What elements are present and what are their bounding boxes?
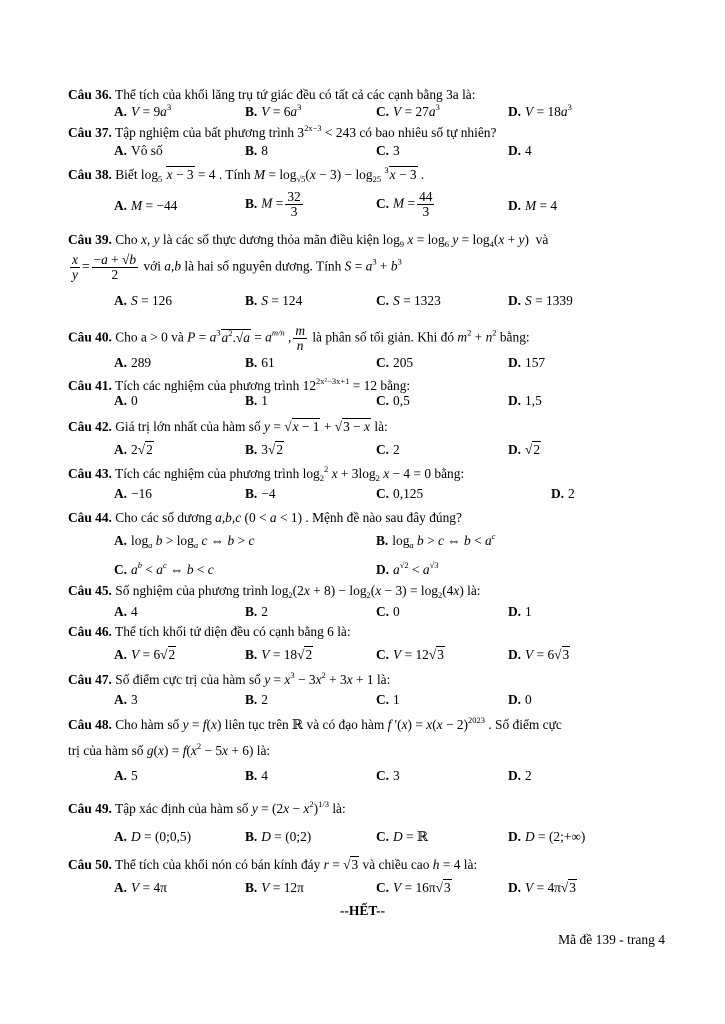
option-b[interactable]: B. 4 [245, 768, 268, 783]
option-c[interactable]: C. 3 [376, 143, 400, 158]
question-43-options [114, 486, 665, 506]
option-a[interactable]: A. 2√2 [114, 442, 153, 457]
question-44-options-row2 [114, 562, 665, 582]
option-b[interactable]: B. V = 12π [245, 880, 304, 895]
option-c[interactable]: C. 0,5 [376, 393, 410, 408]
option-b[interactable]: B. V = 18√2 [245, 647, 313, 662]
option-d[interactable]: D. 1 [508, 604, 532, 619]
question-44: Câu 44. Cho các số dương a,b,c (0 < a < 1) . Mệnh đề nào sau đây đúng? [68, 510, 462, 525]
question-50-options [114, 880, 665, 900]
page-footer: Mã đề 139 - trang 4 [558, 932, 665, 947]
option-a[interactable]: A. 5 [114, 768, 138, 783]
option-b[interactable]: B. 2 [245, 692, 268, 707]
option-d[interactable]: D. M = 4 [508, 198, 558, 213]
question-38-options [114, 190, 665, 226]
option-c[interactable]: C. 1 [376, 692, 400, 707]
question-40-options [114, 355, 665, 375]
option-d[interactable]: D. 2 [508, 768, 532, 783]
question-49: Câu 49. Tập xác định của hàm số $y = (2x - x^2)^{1/3}$ là: [68, 799, 346, 816]
option-d[interactable]: D. D = (2;+∞) [508, 829, 586, 844]
question-36: Câu 36. Thể tích của khối lăng trụ tứ giác đều có tất cả các cạnh bằng 3a là: [68, 87, 476, 102]
question-47: Câu 47. Số điểm cực trị của hàm số $y = x^3 - 3x^2 + 3x + 1$ là: [68, 670, 391, 687]
question-46-options [114, 647, 665, 667]
option-c[interactable]: C. V = 16π√3 [376, 880, 451, 895]
question-41-options [114, 393, 665, 413]
option-d[interactable]: D. S = 1339 [508, 293, 573, 308]
option-c[interactable]: C. 0,125 [376, 486, 424, 501]
option-a[interactable]: A. S = 126 [114, 293, 173, 308]
option-d[interactable]: D. 1,5 [508, 393, 542, 408]
question-46: Câu 46. Thể tích khối tứ diện đều có cạnh bằng 6 là: [68, 624, 351, 639]
option-a[interactable]: A. Vô số [114, 143, 163, 158]
question-42: Câu 42. Giá trị lớn nhất của hàm số y = √x − 1 + √3 − x là: [68, 419, 388, 434]
option-c[interactable]: C. 205 [376, 355, 414, 370]
option-b[interactable]: B. 1 [245, 393, 268, 408]
question-37: Câu 37. Tập nghiệm của bất phương trình $3^{2x-3} < 243$ có bao nhiêu số tự nhiên? [68, 123, 497, 140]
question-48-line2: trị của hàm số $g(x) = f(x^2 - 5x + 6)$ là: [68, 741, 271, 758]
option-a[interactable]: A. M = −44 [114, 198, 178, 213]
option-b[interactable]: B. −4 [245, 486, 276, 501]
question-44-options-row1 [114, 533, 665, 553]
question-40: Câu 40. Cho a > 0 và $P = a^3a^2.√a = a^{m/n}$ , $\frac{m}{n}$ là phân số tối giản. Khi đó $m^2 + n^2$ bằng: [68, 323, 530, 353]
option-c[interactable]: C. 2 [376, 442, 400, 457]
question-38: Câu 38. Biết $\log_5 x - 3 = 4$ . Tính $M = \log_{√5}(x - 3) - \log_{25} ^3x - 3$ . [68, 165, 425, 184]
question-41: Câu 41. Tích các nghiệm của phương trình $12^{2x^2-3x+1} = 12$ bằng: [68, 376, 411, 393]
option-a[interactable]: A. 0 [114, 393, 138, 408]
option-a[interactable]: A. $\log_a b > \log_a c$ ⇔ b > c [114, 533, 255, 550]
option-a[interactable]: A. 289 [114, 355, 152, 370]
option-c[interactable]: C. S = 1323 [376, 293, 441, 308]
option-a[interactable]: A. 3 [114, 692, 138, 707]
option-d[interactable]: D. 157 [508, 355, 546, 370]
option-c[interactable]: C. D = ℝ [376, 829, 429, 844]
option-c[interactable]: C. M = $\frac{44}{3}$ [376, 189, 433, 219]
question-39: Câu 39. Cho x, y là các số thực dương thỏa mãn điều kiện $\log_9 x = \log_6 y = \log_4(x + y)$ và [68, 232, 549, 249]
option-d[interactable]: D. V = 4π√3 [508, 880, 576, 895]
option-b[interactable]: B. $V = 6a^3$ [245, 102, 302, 119]
question-43: Câu 43. Tích các nghiệm của phương trình $\log_2^2 x + 3\log_2$ x − 4 = 0 bằng: [68, 464, 465, 483]
question-42-options [114, 442, 665, 462]
option-c[interactable]: C. 0 [376, 604, 400, 619]
option-a[interactable]: A. V = 4π [114, 880, 167, 895]
question-48: Câu 48. Cho hàm số y = f(x) liên tục trên ℝ và có đạo hàm f '$(x) = x(x - 2)^{2023}$ . Số điểm cực [68, 715, 562, 732]
option-b[interactable]: B. D = (0;2) [245, 829, 312, 844]
option-d[interactable]: D. 4 [508, 143, 532, 158]
question-45: Câu 45. Số nghiệm của phương trình $\log_2(2x + 8) - \log_2(x - 3) = \log_2(4x)$ là: [68, 583, 481, 600]
option-b[interactable]: B. 8 [245, 143, 268, 158]
question-37-options [114, 143, 665, 163]
option-d[interactable]: D. 2 [551, 486, 575, 501]
option-c[interactable]: C. V = 12√3 [376, 647, 444, 662]
option-b[interactable]: B. S = 124 [245, 293, 303, 308]
option-b[interactable]: B. 2 [245, 604, 268, 619]
option-d[interactable]: D. V = 6√3 [508, 647, 570, 662]
option-d[interactable]: D. 0 [508, 692, 532, 707]
option-a[interactable]: A. V = 6√2 [114, 647, 176, 662]
option-b[interactable]: B. M = $\frac{32}{3}$ [245, 189, 301, 219]
question-50: Câu 50. Thể tích của khối nón có bán kính đáy r = √3 và chiều cao h = 4 là: [68, 857, 478, 872]
question-49-options [114, 829, 665, 849]
end-marker: --HẾT-- [339, 903, 386, 918]
option-a[interactable]: A. 4 [114, 604, 138, 619]
question-47-options [114, 692, 665, 712]
question-45-options [114, 604, 665, 624]
option-c[interactable]: C. 3 [376, 768, 400, 783]
option-c[interactable]: C. $a^b < a^c$ ⇔ b < c [114, 560, 214, 577]
option-d[interactable]: D. $a^{√2} < a^{√3}$ [376, 560, 439, 577]
option-a[interactable]: A. $V = 9a^3$ [114, 102, 172, 119]
option-d[interactable]: D. $V = 18a^3$ [508, 102, 572, 119]
option-b[interactable]: B. $\log_a b > c$ ⇔ $b < a^c$ [376, 531, 496, 550]
question-36-options [114, 104, 665, 124]
option-c[interactable]: C. $V = 27a^3$ [376, 102, 440, 119]
question-39-line2: $\frac{x}{y}$ = $\frac{-a + √b}{2}$ với a,b là hai số nguyên dương. Tính $S = a^3 + b^3$ [72, 252, 402, 282]
option-a[interactable]: A. −16 [114, 486, 152, 501]
question-48-options [114, 768, 665, 788]
option-d[interactable]: D. √2 [508, 442, 541, 457]
question-39-options [114, 293, 665, 313]
option-a[interactable]: A. D = (0;0,5) [114, 829, 192, 844]
option-b[interactable]: B. 61 [245, 355, 275, 370]
option-b[interactable]: B. 3√2 [245, 442, 284, 457]
